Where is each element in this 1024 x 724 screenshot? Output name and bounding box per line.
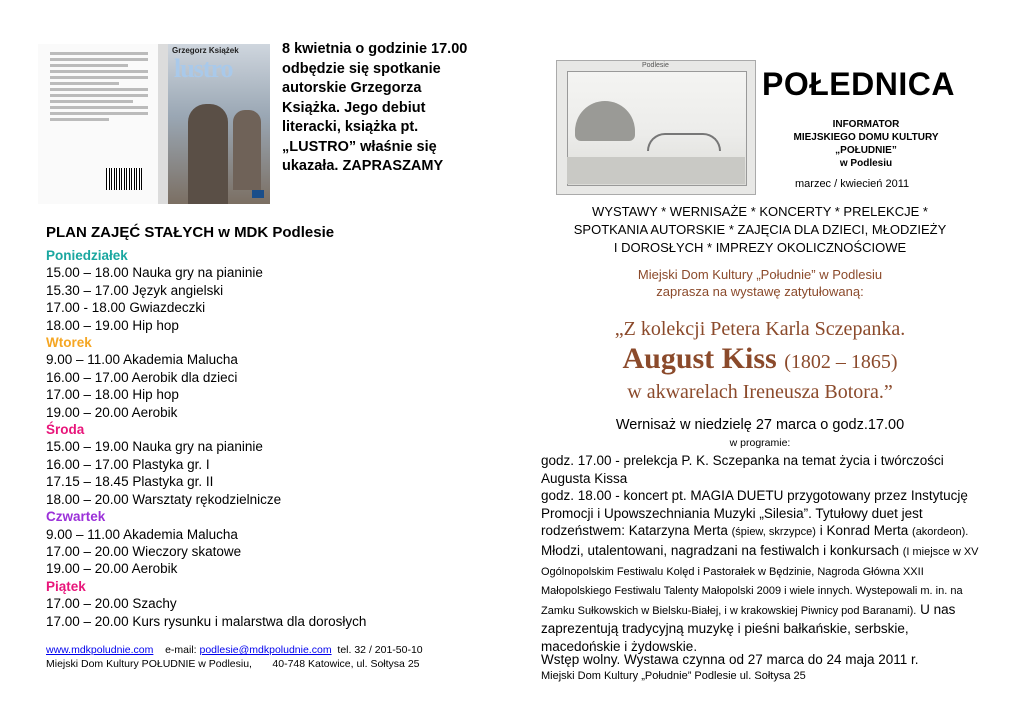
program-details xyxy=(541,452,981,656)
day-monday xyxy=(46,247,466,334)
weekly-schedule xyxy=(46,247,466,630)
website-link[interactable]: www.mdkpoludnie.com xyxy=(46,644,154,656)
program-label: w programie: xyxy=(729,437,791,449)
schedule-item: 16.00 – 17.00 Plastyka gr. I xyxy=(46,456,210,472)
book-title: lustro xyxy=(174,54,233,83)
subtitle-line: MIEJSKIEGO DOMU KULTURY xyxy=(793,132,939,143)
address-line xyxy=(46,657,516,671)
phone-number: tel. 32 / 201-50-10 xyxy=(337,644,423,656)
day-label: Wtorek xyxy=(46,335,92,351)
day-friday xyxy=(46,578,466,630)
subtitle-line: „POŁUDNIE” xyxy=(835,145,897,156)
day-label: Poniedziałek xyxy=(46,248,128,263)
exhibition-title-line3: w akwarelach Ireneusza Botora.” xyxy=(627,381,893,403)
day-label: Piątek xyxy=(46,578,86,594)
landscape-engraving-image xyxy=(556,60,756,195)
schedule-item: 15.00 – 19.00 Nauka gry na pianinie xyxy=(46,439,263,455)
day-tuesday xyxy=(46,334,466,421)
day-wednesday xyxy=(46,421,466,508)
schedule-item: 9.00 – 11.00 Akademia Malucha xyxy=(46,526,238,542)
issue-date: marzec / kwiecień 2011 xyxy=(795,178,910,190)
exhibition-artist xyxy=(540,342,980,379)
book-back-cover xyxy=(38,44,159,204)
schedule-item: 15.30 – 17.00 Język angielski xyxy=(46,282,224,298)
schedule-item: 19.00 – 20.00 Aerobik xyxy=(46,561,178,577)
artist-years: (1802 – 1865) xyxy=(784,351,898,373)
schedule-item: 18.00 – 20.00 Warsztaty rękodzielnicze xyxy=(46,491,282,507)
program-item-concert: godz. 18.00 - koncert pt. MAGIA DUETU przygotowany przez Instytucję Promocji i Upowszechniania Muzyki „Silesia”. Tytułowy duet jest rodzeństwem: Katarzyna Merta (śpiew, skrzypce) i Konrad Merta (akordeon). Młodzi, utalentowani, nagradzani na festiwalch i konkursach (I miejsce w XV Ogólnopolskim Festiwalu Kolęd i Pastorałek w Będzinie, Nagroda Główna XXII Małopolskiego Festiwalu Talenty Małopolski 2009 i wiele innych. Wystepowali m. in. na Zamku Sułkowskich w Bielsku-Białej, i w krakowskiej Piwnicy pod Baranami). U nas zaprezentują tradycyjną muzykę i pieśni bałkańskie, serbskie, macedońskie i żydowskie. xyxy=(541,488,979,654)
schedule-item: 17.00 – 18.00 Hip hop xyxy=(46,387,179,403)
newsletter-title: POŁEDNICA xyxy=(762,66,955,102)
barcode-icon xyxy=(106,168,142,190)
subtitle-line: INFORMATOR xyxy=(832,119,900,130)
publisher-logo-icon xyxy=(252,190,264,198)
schedule-item: 17.15 – 18.45 Plastyka gr. II xyxy=(46,474,214,490)
program-item-lecture: godz. 17.00 - prelekcja P. K. Sczepanka na temat życia i twórczości Augusta Kissa xyxy=(541,453,944,486)
artist-name: August Kiss xyxy=(622,342,777,375)
day-label: Środa xyxy=(46,422,85,438)
email-link[interactable]: podlesie@mdkpoludnie.com xyxy=(199,644,332,656)
newsletter-subtitle xyxy=(762,118,970,170)
subtitle-line: w Podlesiu xyxy=(839,158,893,169)
schedule-item: 9.00 – 11.00 Akademia Malucha xyxy=(46,352,238,368)
exhibition-title xyxy=(540,316,980,405)
exhibition-invitation xyxy=(540,266,980,300)
schedule-item: 15.00 – 18.00 Nauka gry na pianinie xyxy=(46,265,263,281)
schedule-title: PLAN ZAJĘĆ STAŁYCH w MDK Podlesie xyxy=(46,224,335,241)
schedule-item: 17.00 – 20.00 Wieczory skatowe xyxy=(46,543,242,559)
event-types-line: SPOTKANIA AUTORSKIE * ZAJĘCIA DLA DZIECI, MŁODZIEŻY xyxy=(573,222,947,237)
book-cover-image xyxy=(38,44,270,204)
bridge-icon xyxy=(647,133,721,151)
engraving-caption: Podlesie xyxy=(642,62,669,69)
schedule-item: 18.00 – 19.00 Hip hop xyxy=(46,317,179,333)
email-label: e-mail: xyxy=(165,644,197,656)
book-figure xyxy=(188,104,228,204)
schedule-item: 16.00 – 17.00 Aerobik dla dzieci xyxy=(46,369,238,385)
institution-name: Miejski Dom Kultury POŁUDNIE w Podlesiu, xyxy=(46,658,252,670)
day-thursday xyxy=(46,508,466,578)
book-author: Grzegorz Książek xyxy=(172,46,239,55)
schedule-item: 17.00 - 18.00 Gwiazdeczki xyxy=(46,300,206,316)
contact-footer xyxy=(46,643,516,671)
invitation-line: Miejski Dom Kultury „Południe” w Podlesiu xyxy=(637,267,883,282)
author-meeting-announcement: 8 kwietnia o godzinie 17.00 odbędzie się spotkanie autorskie Grzegorza Książka. Jego debiut literacki, książka pt. „LUSTRO” właśnie się ukazała. ZAPRASZAMY xyxy=(282,41,468,174)
day-label: Czwartek xyxy=(46,509,106,525)
exhibition-title-line1: „Z kolekcji Petera Karla Sczepanka. xyxy=(614,318,906,340)
vernissage-date: Wernisaż w niedzielę 27 marca o godz.17.00 xyxy=(615,417,905,433)
book-back-text xyxy=(50,52,148,124)
event-types-line: I DOROSŁYCH * IMPREZY OKOLICZNOŚCIOWE xyxy=(613,240,907,255)
address: 40-748 Katowice, ul. Sołtysa 25 xyxy=(272,658,420,670)
schedule-item: 17.00 – 20.00 Kurs rysunku i malarstwa dla dorosłych xyxy=(46,613,367,629)
event-types xyxy=(540,203,980,257)
admission-info: Wstęp wolny. Wystawa czynna od 27 marca do 24 maja 2011 r. xyxy=(541,652,919,667)
event-types-line: WYSTAWY * WERNISAŻE * KONCERTY * PRELEKCJE * xyxy=(592,204,928,219)
schedule-item: 17.00 – 20.00 Szachy xyxy=(46,596,177,612)
invitation-line: zaprasza na wystawę zatytułowaną: xyxy=(656,284,864,299)
book-mannequin xyxy=(233,110,261,190)
schedule-item: 19.00 – 20.00 Aerobik xyxy=(46,404,178,420)
contact-line xyxy=(46,643,516,657)
institution-address: Miejski Dom Kultury „Południe” Podlesie ul. Sołtysa 25 xyxy=(541,670,806,682)
book-spine xyxy=(158,44,168,204)
